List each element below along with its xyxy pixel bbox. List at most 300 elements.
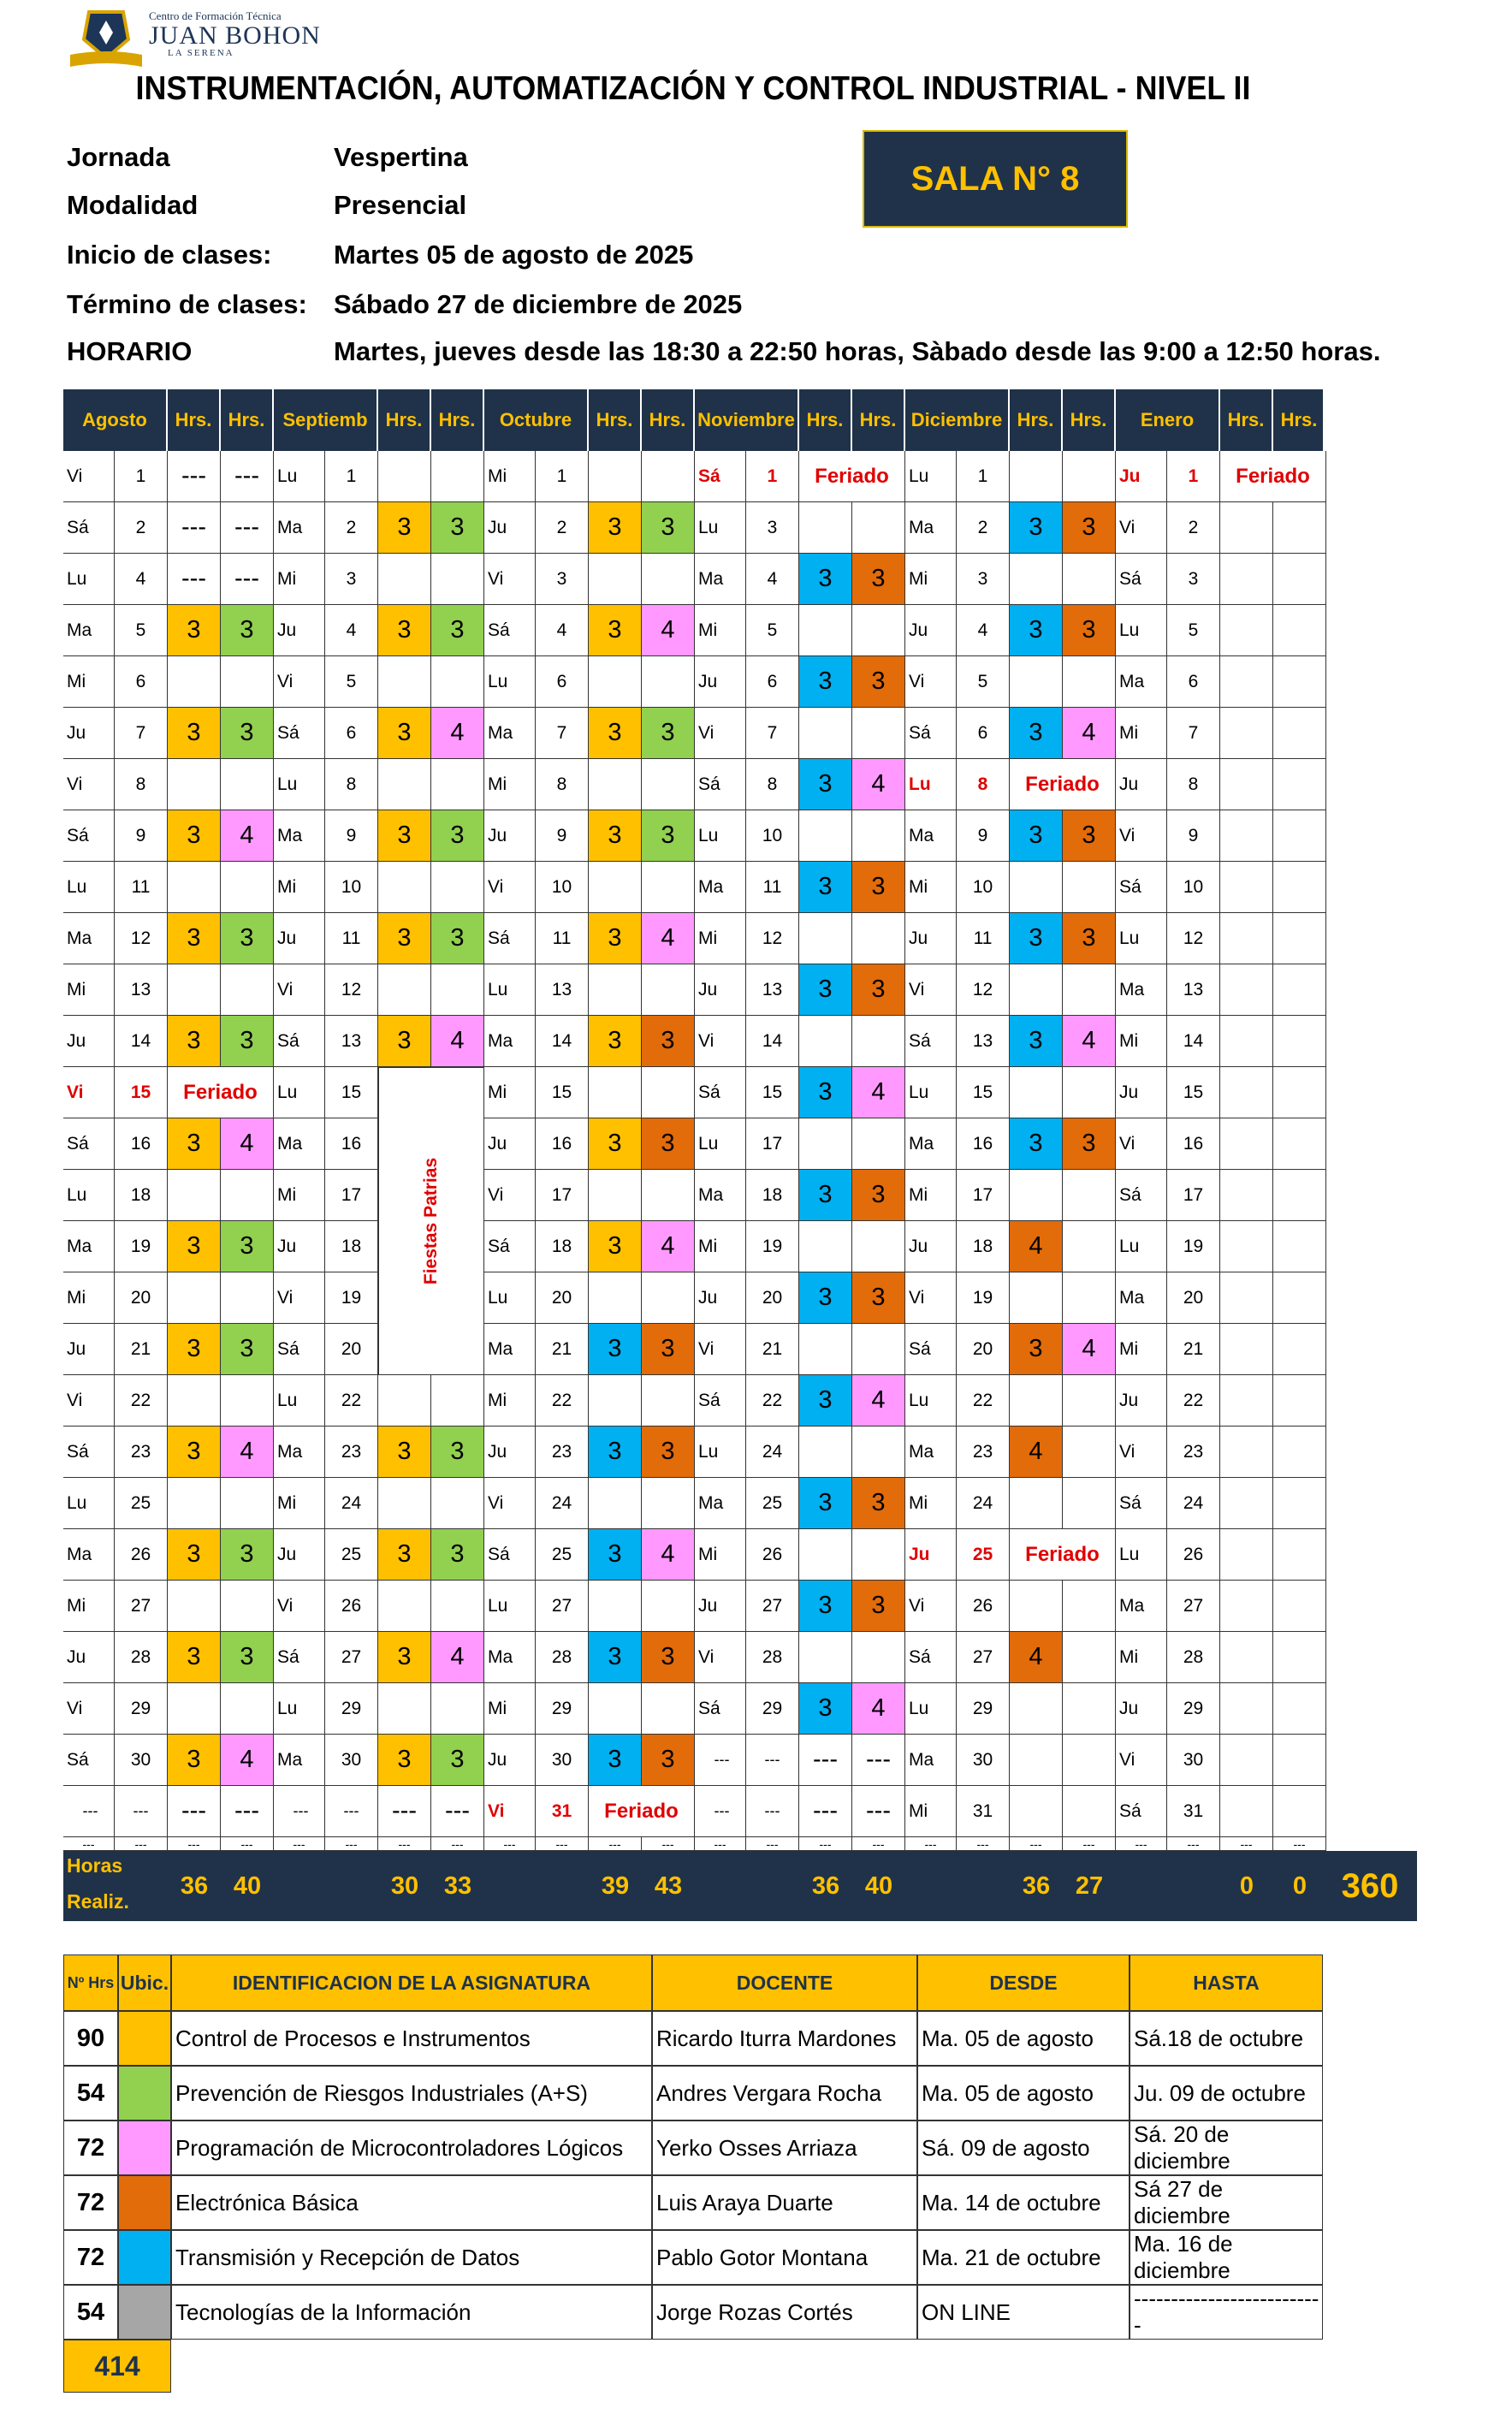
day-number: 2	[957, 502, 1010, 554]
day-name: Lu	[1116, 1221, 1167, 1272]
hours-cell	[1063, 1786, 1116, 1837]
hours-cell: 4	[221, 1427, 274, 1478]
day-name: Mi	[484, 1375, 536, 1427]
hours-cell: 3	[221, 1016, 274, 1067]
hours-cell: 3	[378, 1735, 431, 1786]
month-header-4: Diciembre	[905, 389, 1010, 451]
hours-cell: 4	[642, 605, 695, 656]
hours-cell	[221, 964, 274, 1016]
month-total-2: 40	[864, 1871, 893, 1900]
day-number: 29	[536, 1683, 589, 1735]
hours-cell	[168, 759, 221, 810]
separator-dash: ---	[1063, 1837, 1116, 1851]
day-name: Sá	[695, 759, 746, 810]
hours-cell: 4	[431, 1016, 484, 1067]
day-number: 25	[746, 1478, 799, 1529]
hours-cell	[852, 810, 905, 862]
day-name: Ma	[274, 1118, 325, 1170]
day-number: 16	[957, 1118, 1010, 1170]
subject-teacher: Luis Araya Duarte	[652, 2175, 917, 2230]
hours-cell	[1273, 1529, 1326, 1581]
hours-cell	[799, 1118, 852, 1170]
hours-cell: 3	[1063, 502, 1116, 554]
day-number: ---	[115, 1786, 168, 1837]
hours-cell	[642, 1478, 695, 1529]
hours-cell: 3	[168, 708, 221, 759]
hours-cell	[642, 451, 695, 502]
hours-cell	[852, 502, 905, 554]
hours-cell	[1220, 708, 1273, 759]
day-number: 1	[325, 451, 378, 502]
day-name: Ma	[274, 1735, 325, 1786]
day-name: Mi	[484, 1067, 536, 1118]
hours-cell: 4	[221, 810, 274, 862]
hours-cell: 3	[589, 1529, 642, 1581]
totals-row	[63, 1851, 1323, 1921]
hours-cell: 4	[852, 759, 905, 810]
hours-cell: 3	[799, 1170, 852, 1221]
hours-cell: 3	[852, 1272, 905, 1324]
day-number: 22	[957, 1375, 1010, 1427]
day-number: 24	[1167, 1478, 1220, 1529]
day-name: Ma	[1116, 964, 1167, 1016]
hours-cell: 3	[642, 810, 695, 862]
day-number: 10	[957, 862, 1010, 913]
day-number: 6	[536, 656, 589, 708]
hours-cell	[1063, 1221, 1116, 1272]
separator-dash: ---	[484, 1837, 536, 1851]
grand-total: 360	[1323, 1851, 1417, 1921]
hours-cell	[1063, 1632, 1116, 1683]
day-number: 28	[1167, 1632, 1220, 1683]
day-number: 31	[957, 1786, 1010, 1837]
month-total-2: 0	[1292, 1871, 1307, 1900]
hours-cell	[1010, 862, 1063, 913]
hours-cell: 4	[431, 708, 484, 759]
hours-cell: 3	[589, 502, 642, 554]
hours-cell: 3	[589, 605, 642, 656]
hours-cell: 3	[221, 1529, 274, 1581]
hours-cell: 3	[799, 1375, 852, 1427]
day-name: Ma	[274, 1427, 325, 1478]
hours-cell	[1220, 810, 1273, 862]
separator-dash: ---	[431, 1837, 484, 1851]
hours-cell: ---	[852, 1735, 905, 1786]
day-number: 9	[536, 810, 589, 862]
day-number: 15	[536, 1067, 589, 1118]
day-name: Sá	[274, 1016, 325, 1067]
day-name: Lu	[274, 1375, 325, 1427]
separator-dash: ---	[325, 1837, 378, 1851]
month-total-2: 43	[654, 1871, 683, 1900]
subject-hours: 54	[63, 2066, 118, 2121]
hours-cell: 4	[1063, 708, 1116, 759]
day-name: Vi	[63, 1683, 115, 1735]
day-name: Sá	[63, 1118, 115, 1170]
day-number: 1	[1167, 451, 1220, 502]
day-name: Mi	[1116, 1632, 1167, 1683]
hours-cell: ---	[168, 502, 221, 554]
hours-cell: 3	[168, 1427, 221, 1478]
hours-cell	[1010, 656, 1063, 708]
day-name: Vi	[1116, 1735, 1167, 1786]
hours-cell	[1063, 1478, 1116, 1529]
hrs-header: Hrs.	[1273, 389, 1326, 451]
subject-start: ON LINE	[917, 2285, 1130, 2340]
hours-cell	[799, 605, 852, 656]
hours-cell	[221, 1272, 274, 1324]
day-name: Vi	[695, 1016, 746, 1067]
day-number: 2	[1167, 502, 1220, 554]
hours-cell: 3	[378, 708, 431, 759]
info-label-horario: HORARIO	[67, 336, 193, 366]
day-number: 13	[325, 1016, 378, 1067]
subject-teacher: Ricardo Iturra Mardones	[652, 2011, 917, 2066]
month-total-2: 40	[233, 1871, 262, 1900]
day-name: Vi	[484, 1170, 536, 1221]
day-name: Ju	[274, 1529, 325, 1581]
hours-cell	[1010, 1272, 1063, 1324]
day-name: Lu	[695, 502, 746, 554]
day-name: Vi	[484, 1478, 536, 1529]
day-name: Vi	[63, 1375, 115, 1427]
day-name: Lu	[905, 451, 957, 502]
hours-cell: 3	[589, 1118, 642, 1170]
day-number: 26	[957, 1581, 1010, 1632]
hrs-header: Hrs.	[378, 389, 431, 451]
day-number: 23	[115, 1427, 168, 1478]
hrs-header: Hrs.	[168, 389, 221, 451]
day-name: Ju	[1116, 759, 1167, 810]
hours-cell	[1220, 1427, 1273, 1478]
hours-cell	[1273, 1118, 1326, 1170]
day-number: 19	[957, 1272, 1010, 1324]
subject-end: Sá 27 de diciembre	[1130, 2175, 1323, 2230]
day-number: 15	[115, 1067, 168, 1118]
hours-cell	[1010, 1683, 1063, 1735]
hours-cell: 3	[221, 605, 274, 656]
day-number: 29	[957, 1683, 1010, 1735]
hours-cell	[1220, 1118, 1273, 1170]
hours-cell	[1273, 605, 1326, 656]
hours-cell: 3	[589, 1016, 642, 1067]
hours-cell	[1063, 862, 1116, 913]
hours-cell: 4	[1010, 1427, 1063, 1478]
hours-cell: 3	[168, 1735, 221, 1786]
day-number: 12	[746, 913, 799, 964]
day-number: 26	[1167, 1529, 1220, 1581]
hours-cell: 3	[799, 1581, 852, 1632]
day-name: Mi	[1116, 708, 1167, 759]
day-number: 16	[1167, 1118, 1220, 1170]
day-number: 10	[536, 862, 589, 913]
day-number: 10	[1167, 862, 1220, 913]
institution-logo	[63, 5, 337, 72]
day-number: 23	[1167, 1427, 1220, 1478]
hours-cell	[1273, 1683, 1326, 1735]
day-name: Sá	[695, 1375, 746, 1427]
hours-cell: 3	[799, 554, 852, 605]
hours-cell: 3	[378, 810, 431, 862]
day-number: 19	[325, 1272, 378, 1324]
hours-cell: 3	[1010, 1118, 1063, 1170]
day-number: 11	[746, 862, 799, 913]
day-name: Lu	[274, 759, 325, 810]
hours-cell	[642, 554, 695, 605]
day-number: 23	[536, 1427, 589, 1478]
day-name: Mi	[905, 1478, 957, 1529]
hours-cell: 3	[852, 964, 905, 1016]
hours-cell	[1010, 1478, 1063, 1529]
day-name: Ju	[63, 1324, 115, 1375]
day-number: 27	[115, 1581, 168, 1632]
day-number: 4	[536, 605, 589, 656]
day-name: Lu	[695, 1427, 746, 1478]
day-number: 17	[536, 1170, 589, 1221]
hours-cell	[642, 1067, 695, 1118]
hours-cell	[1273, 1016, 1326, 1067]
hours-cell: 3	[589, 1221, 642, 1272]
month-total-1: 36	[1022, 1871, 1051, 1900]
subject-hours: 72	[63, 2230, 118, 2285]
hours-cell	[1220, 759, 1273, 810]
day-name: Lu	[274, 1067, 325, 1118]
day-number: 27	[957, 1632, 1010, 1683]
hours-cell	[1220, 656, 1273, 708]
day-name: Ju	[274, 913, 325, 964]
day-name: Lu	[484, 656, 536, 708]
day-number: 24	[746, 1427, 799, 1478]
day-number: 24	[325, 1478, 378, 1529]
hours-cell	[1273, 1478, 1326, 1529]
separator-dash: ---	[642, 1837, 695, 1851]
hours-cell	[1273, 964, 1326, 1016]
day-number: 22	[325, 1375, 378, 1427]
hours-cell	[221, 862, 274, 913]
day-name: Ma	[905, 1735, 957, 1786]
hours-cell	[642, 1683, 695, 1735]
day-number: 12	[115, 913, 168, 964]
hours-cell	[168, 1170, 221, 1221]
day-number: 5	[957, 656, 1010, 708]
day-name: Sá	[1116, 862, 1167, 913]
hours-cell	[1010, 1375, 1063, 1427]
hrs-header: Hrs.	[1220, 389, 1273, 451]
separator-dash: ---	[905, 1837, 957, 1851]
hours-cell	[1220, 1375, 1273, 1427]
day-name: Ma	[695, 554, 746, 605]
day-name: Sá	[1116, 1170, 1167, 1221]
hours-cell: 3	[642, 1324, 695, 1375]
hours-cell: 3	[378, 502, 431, 554]
subject-hours: 90	[63, 2011, 118, 2066]
day-name: Vi	[905, 656, 957, 708]
day-number: 16	[115, 1118, 168, 1170]
day-number: 25	[325, 1529, 378, 1581]
day-number: 19	[115, 1221, 168, 1272]
day-number: 5	[325, 656, 378, 708]
day-number: 30	[325, 1735, 378, 1786]
hrs-header: Hrs.	[1063, 389, 1116, 451]
subjects-total-hours: 414	[63, 2340, 171, 2393]
day-name: Vi	[1116, 502, 1167, 554]
day-name: Ju	[905, 605, 957, 656]
hours-cell: 3	[378, 1632, 431, 1683]
hours-cell	[221, 1375, 274, 1427]
day-name: Lu	[905, 1683, 957, 1735]
hours-cell: 3	[431, 1735, 484, 1786]
day-number: 18	[115, 1170, 168, 1221]
day-number: 5	[1167, 605, 1220, 656]
hours-cell: ---	[852, 1786, 905, 1837]
hours-cell: 3	[431, 605, 484, 656]
day-name: Ju	[905, 913, 957, 964]
day-name: Sá	[695, 1683, 746, 1735]
day-number: 22	[536, 1375, 589, 1427]
totals-label-realiz: Realiz.	[67, 1890, 129, 1913]
day-name: Ma	[63, 1529, 115, 1581]
hours-cell	[852, 1324, 905, 1375]
day-number: 13	[957, 1016, 1010, 1067]
hours-cell: 3	[852, 1170, 905, 1221]
hours-cell	[1010, 554, 1063, 605]
day-number: 29	[115, 1683, 168, 1735]
hours-cell	[642, 1170, 695, 1221]
day-name: Lu	[274, 1683, 325, 1735]
day-name: Sá	[63, 1427, 115, 1478]
hours-cell: 3	[1063, 810, 1116, 862]
hours-cell	[378, 656, 431, 708]
day-name: Mi	[484, 451, 536, 502]
day-name: Mi	[63, 964, 115, 1016]
separator-dash: ---	[221, 1837, 274, 1851]
day-name: Mi	[905, 1786, 957, 1837]
month-total-1: 30	[390, 1871, 419, 1900]
hours-cell: ---	[221, 554, 274, 605]
day-number: 2	[115, 502, 168, 554]
day-number: 10	[325, 862, 378, 913]
hrs-header: Hrs.	[852, 389, 905, 451]
subject-name: Control de Procesos e Instrumentos	[171, 2011, 652, 2066]
hours-cell: 3	[1010, 1324, 1063, 1375]
day-name: Ma	[905, 1427, 957, 1478]
hours-cell: ---	[431, 1786, 484, 1837]
info-label-inicio: Inicio de clases:	[67, 240, 272, 270]
hours-cell	[589, 1272, 642, 1324]
day-number: 7	[536, 708, 589, 759]
day-name: Ma	[63, 913, 115, 964]
separator-dash: ---	[1220, 1837, 1273, 1851]
hours-cell	[431, 451, 484, 502]
hours-cell: 3	[642, 1016, 695, 1067]
hours-cell: 3	[168, 810, 221, 862]
separator-dash: ---	[168, 1837, 221, 1851]
day-name: Sá	[484, 913, 536, 964]
hours-cell	[1273, 1427, 1326, 1478]
day-number: 1	[536, 451, 589, 502]
hours-cell	[1220, 1632, 1273, 1683]
hours-cell	[168, 1581, 221, 1632]
day-name: Ma	[274, 810, 325, 862]
hours-cell	[378, 1581, 431, 1632]
subjects-header-4: DESDE	[917, 1954, 1130, 2011]
hours-cell	[1220, 862, 1273, 913]
hours-cell	[221, 1581, 274, 1632]
hours-cell: 3	[1010, 605, 1063, 656]
day-name: Mi	[695, 1221, 746, 1272]
hours-cell	[1220, 1529, 1273, 1581]
day-number: 21	[746, 1324, 799, 1375]
day-number: 3	[746, 502, 799, 554]
day-name: Sá	[905, 1324, 957, 1375]
day-name: Ma	[905, 810, 957, 862]
day-number: 1	[115, 451, 168, 502]
hours-cell	[431, 759, 484, 810]
day-number: 24	[957, 1478, 1010, 1529]
hours-cell	[1063, 1683, 1116, 1735]
day-name: Mi	[695, 1529, 746, 1581]
day-name: Ma	[695, 1170, 746, 1221]
day-name: Vi	[274, 1581, 325, 1632]
hours-cell	[1063, 1375, 1116, 1427]
hours-cell: 3	[852, 656, 905, 708]
month-total-1: 0	[1239, 1871, 1254, 1900]
hours-cell: 3	[589, 1735, 642, 1786]
hours-cell: 3	[1063, 605, 1116, 656]
day-number: 3	[957, 554, 1010, 605]
hours-cell	[1220, 1221, 1273, 1272]
subject-end: Ju. 09 de octubre	[1130, 2066, 1323, 2121]
month-header-3: Noviembre	[695, 389, 799, 451]
day-number: 8	[957, 759, 1010, 810]
hours-cell: 3	[378, 1427, 431, 1478]
day-name: Sá	[905, 708, 957, 759]
day-name: Vi	[1116, 810, 1167, 862]
hours-cell	[589, 862, 642, 913]
subjects-header-0: Nº Hrs	[63, 1954, 118, 2011]
day-number: 13	[1167, 964, 1220, 1016]
holiday-label: Feriado	[1010, 1529, 1116, 1581]
day-number: 11	[115, 862, 168, 913]
day-name: Mi	[1116, 1324, 1167, 1375]
day-name: Sá	[905, 1016, 957, 1067]
hours-cell: 4	[642, 1529, 695, 1581]
hours-cell	[799, 1427, 852, 1478]
hrs-header: Hrs.	[431, 389, 484, 451]
subjects-header-5: HASTA	[1130, 1954, 1323, 2011]
day-name: Vi	[1116, 1427, 1167, 1478]
hours-cell	[378, 451, 431, 502]
subject-end: Sá.18 de octubre	[1130, 2011, 1323, 2066]
hours-cell	[221, 1478, 274, 1529]
hours-cell: 4	[642, 913, 695, 964]
day-name: Lu	[63, 1170, 115, 1221]
hours-cell	[378, 1375, 431, 1427]
day-number: 30	[957, 1735, 1010, 1786]
day-number: 5	[115, 605, 168, 656]
hours-cell: 3	[1010, 502, 1063, 554]
day-name: ---	[695, 1786, 746, 1837]
day-name: Vi	[63, 759, 115, 810]
subject-name: Programación de Microcontroladores Lógicos	[171, 2121, 652, 2175]
month-total-2: 27	[1075, 1871, 1104, 1900]
hours-cell: 3	[168, 1221, 221, 1272]
day-name: Lu	[63, 1478, 115, 1529]
hours-cell	[799, 502, 852, 554]
hours-cell	[1220, 1324, 1273, 1375]
separator-dash: ---	[536, 1837, 589, 1851]
hours-cell	[378, 554, 431, 605]
